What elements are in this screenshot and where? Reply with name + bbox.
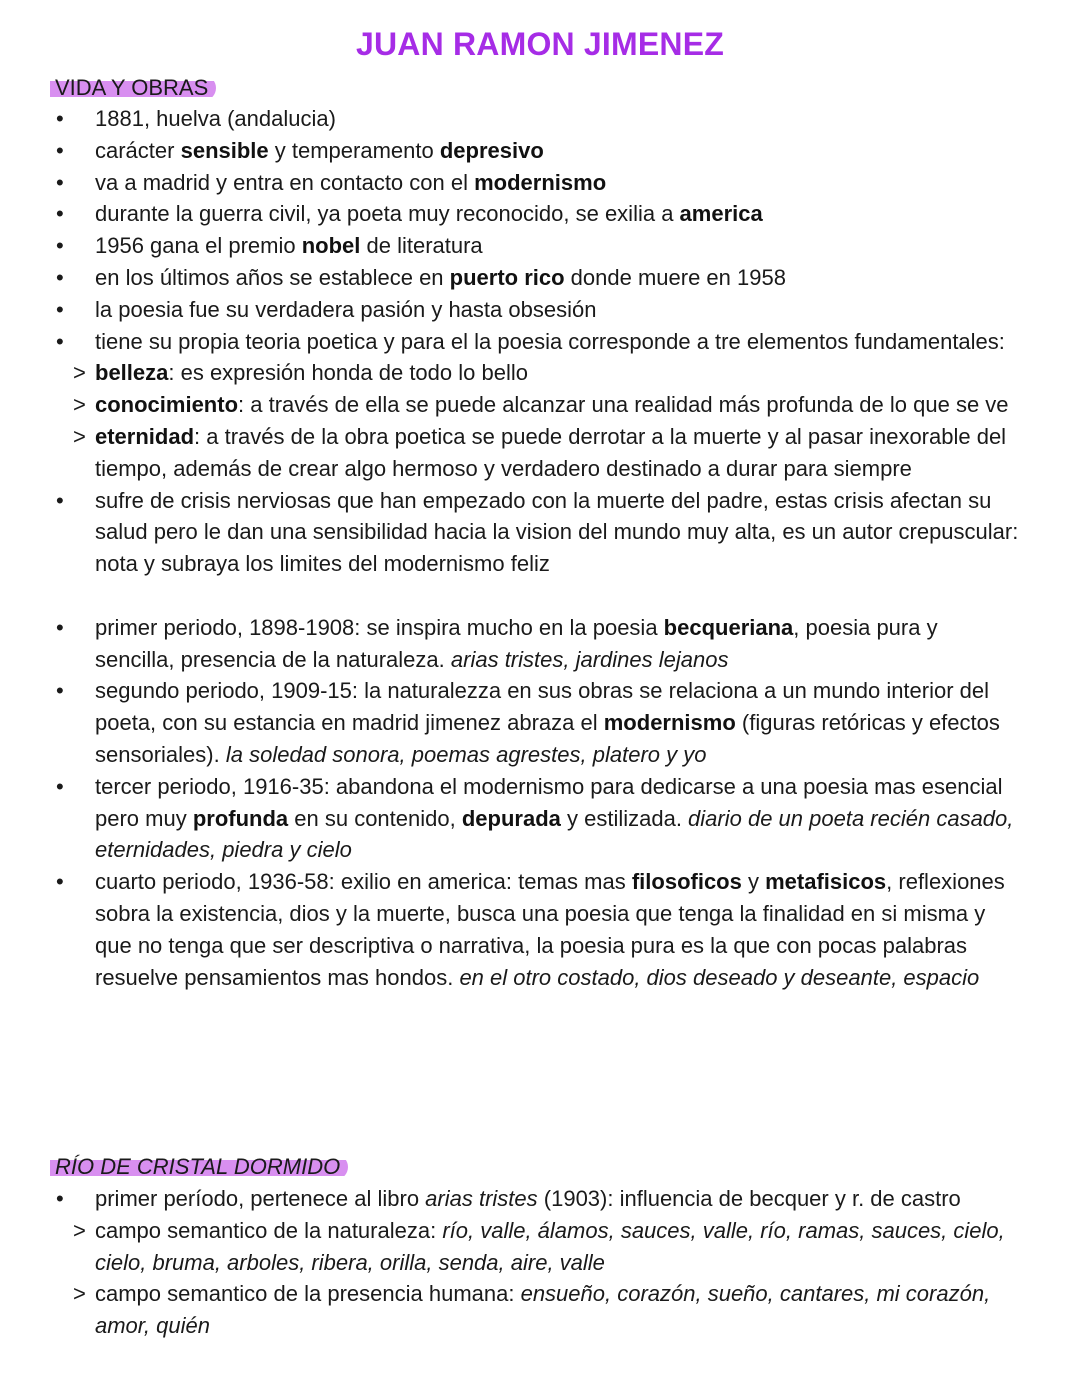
bold-term: metafisicos: [765, 869, 887, 895]
bullet-icon: •: [56, 773, 64, 799]
bold-term: puerto rico: [449, 264, 565, 290]
text-run: 1956 gana el premio: [95, 233, 302, 259]
text-run: primer período, pertenece al libro: [95, 1186, 426, 1211]
bold-term: becqueriana: [663, 614, 794, 640]
list-item-text: [95, 294, 1022, 326]
bold-term: depurada: [461, 805, 561, 831]
list-item: [0, 675, 1080, 770]
arrow-marker-icon: >: [73, 360, 86, 386]
text-run: y estilizada.: [560, 805, 689, 831]
list-item-text: [95, 103, 1022, 135]
bold-term: nobel: [301, 233, 361, 259]
list-item: [0, 135, 1080, 167]
bold-term: filosoficos: [631, 869, 742, 895]
text-run: sufre de crisis nerviosas que han empezado con la muerte del padre, estas crisis afectan su salud pero le dan una sensibilidad hacia la vision del mundo muy alta, es un autor crepuscular: nota y subraya los limites del modernismo feliz: [95, 487, 1019, 577]
bold-term: modernismo: [603, 710, 736, 736]
text-run: y: [741, 869, 766, 895]
list-item: [0, 612, 1080, 676]
list-item: [0, 1183, 1080, 1215]
bullet-icon: •: [56, 678, 64, 704]
sub-list-item: [0, 389, 1080, 421]
text-run: en su contenido,: [288, 805, 462, 831]
bullet-icon: •: [56, 264, 64, 290]
text-run: campo semantico de la naturaleza:: [95, 1217, 443, 1243]
text-run: (figuras retóricas y efectos sensoriales).: [95, 710, 1000, 767]
section-heading-vida-y-obras: VIDA Y OBRAS: [50, 75, 216, 101]
italic-works: río, valle, álamos, sauces, valle, río, ramas, sauces, cielo, cielo, bruma, arboles, ribera, orilla, senda, aire, valle: [95, 1217, 1005, 1275]
text-run: cuarto periodo, 1936-58: exilio en america: temas mas: [95, 869, 632, 895]
text-run: donde muere en 1958: [564, 264, 786, 290]
list-item: [0, 262, 1080, 294]
bold-term: belleza: [95, 360, 169, 386]
bullet-icon: •: [56, 296, 64, 322]
vida-y-obras-list: [0, 103, 1080, 993]
text-run: carácter: [95, 137, 181, 163]
bullet-icon: •: [56, 614, 64, 640]
bold-term: modernismo: [474, 169, 607, 195]
rio-de-cristal-list: [0, 1183, 1080, 1342]
text-run: y temperamento: [268, 137, 440, 163]
text-run: segundo periodo, 1909-15: la naturalezza en sus obras se relaciona a un mundo interior del poeta, con su estancia en madrid jimenez abraza el: [95, 678, 990, 736]
list-item: [0, 167, 1080, 199]
sub-list-item: [0, 1215, 1080, 1279]
section-heading-rio-de-cristal-dormido: RÍO DE CRISTAL DORMIDO: [50, 1154, 348, 1180]
list-item: [0, 103, 1080, 135]
text-run: en los últimos años se establece en: [95, 264, 450, 290]
bullet-icon: •: [56, 487, 64, 513]
bullet-icon: •: [56, 1186, 64, 1211]
italic-works: ensueño, corazón, sueño, cantares, mi corazón, amor, quién: [95, 1281, 991, 1339]
text-run: : es expresión honda de todo lo bello: [168, 360, 528, 386]
sub-list-item: [0, 1278, 1080, 1342]
list-item-text: [95, 230, 1022, 262]
text-run: campo semantico de la presencia humana:: [95, 1281, 521, 1307]
list-item-text: [95, 262, 1022, 294]
list-item-text: [95, 612, 1022, 676]
bullet-icon: •: [56, 169, 64, 195]
text-run: la poesia fue su verdadera pasión y hasta obsesión: [95, 296, 597, 322]
list-item-text: [95, 1215, 1022, 1279]
list-item-text: [95, 167, 1022, 199]
bold-term: america: [679, 201, 763, 227]
list-item-text: [95, 198, 1022, 230]
list-item: [0, 230, 1080, 262]
list-item: [0, 485, 1080, 580]
bullet-icon: •: [56, 106, 64, 131]
bullet-icon: •: [56, 869, 64, 895]
text-run: tiene su propia teoria poetica y para el la poesia corresponde a tre elementos fundamentales:: [95, 328, 1005, 354]
list-item-text: [95, 135, 1022, 167]
list-item-text: [95, 326, 1022, 358]
document-title: JUAN RAMON JIMENEZ: [355, 26, 725, 62]
list-item-text: [95, 357, 1022, 389]
bullet-icon: •: [56, 233, 64, 259]
italic-works: la soledad sonora, poemas agrestes, platero y yo: [225, 741, 707, 767]
sub-list-item: [0, 421, 1080, 485]
list-item: [0, 198, 1080, 230]
text-run: , poesia pura y sencilla, presencia de la naturaleza.: [95, 614, 938, 672]
sub-list-item: [0, 357, 1080, 389]
italic-works: diario de un poeta recién casado, eternidades, piedra y cielo: [95, 805, 1014, 863]
text-run: , reflexiones sobra la existencia, dios y la muerte, busca una poesia que tenga la finalidad en si misma y que no tenga que ser descriptiva o narrativa, la poesia pura es la que con pocas palabras resuelve pensamientos mas hondos.: [95, 869, 1005, 990]
text-run: tercer periodo, 1916-35: abandona el modernismo para dedicarse a una poesia mas esencial pero muy: [95, 773, 1003, 831]
list-item-text: [95, 1183, 1022, 1215]
list-item-text: [95, 675, 1022, 770]
arrow-marker-icon: >: [73, 392, 86, 418]
text-run: : a través de ella se puede alcanzar una realidad más profunda de lo que se ve: [238, 392, 1009, 418]
bold-term: profunda: [192, 805, 289, 831]
list-item-text: [95, 866, 1022, 993]
list-item-text: [95, 485, 1022, 580]
bold-term: eternidad: [95, 423, 195, 449]
list-item: [0, 771, 1080, 866]
list-item: [0, 866, 1080, 993]
text-run: durante la guerra civil, ya poeta muy reconocido, se exilia a: [95, 201, 680, 227]
arrow-marker-icon: >: [73, 423, 86, 449]
list-item-text: [95, 771, 1022, 866]
list-item: [0, 294, 1080, 326]
italic-works: arias tristes: [425, 1186, 538, 1211]
list-item-text: [95, 1278, 1022, 1342]
bullet-icon: •: [56, 201, 64, 227]
bullet-icon: •: [56, 137, 64, 163]
list-item: [0, 326, 1080, 358]
text-run: 1881, huelva (andalucia): [95, 106, 336, 131]
bold-term: depresivo: [439, 137, 544, 163]
arrow-marker-icon: >: [73, 1217, 86, 1243]
text-run: primer periodo, 1898-1908: se inspira mucho en la poesia: [95, 614, 664, 640]
text-run: (1903): influencia de becquer y r. de castro: [537, 1186, 961, 1211]
arrow-marker-icon: >: [73, 1281, 86, 1307]
list-item-text: [95, 421, 1022, 485]
bullet-icon: •: [56, 328, 64, 354]
bold-term: conocimiento: [95, 392, 239, 418]
spacer: [0, 580, 1080, 612]
text-run: va a madrid y entra en contacto con el: [95, 169, 475, 195]
text-run: de literatura: [360, 233, 483, 259]
list-item-text: [95, 389, 1022, 421]
italic-works: en el otro costado, dios deseado y deseante, espacio: [459, 964, 980, 990]
text-run: : a través de la obra poetica se puede derrotar a la muerte y al pasar inexorable del tiempo, además de crear algo hermoso y verdadero destinado a durar para siempre: [95, 423, 1007, 481]
italic-works: arias tristes, jardines lejanos: [450, 646, 729, 672]
bold-term: sensible: [180, 137, 269, 163]
